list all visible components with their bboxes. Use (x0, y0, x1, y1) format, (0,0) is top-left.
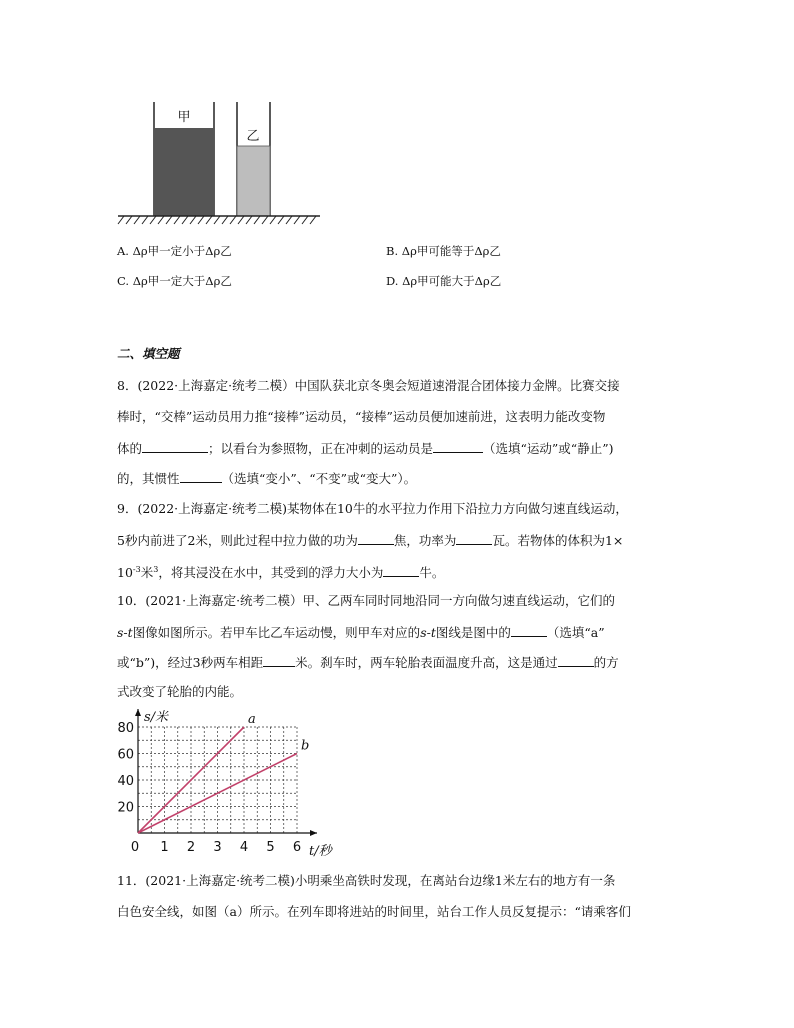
containers-figure (110, 95, 335, 230)
x-tick-label: 0 (130, 840, 140, 855)
label-jia: 甲 (177, 110, 191, 125)
x-axis-label: t/秒 (309, 844, 332, 859)
q8-line3c: （选填“运动”或“静止”) (483, 441, 614, 456)
q8-line4a: 的，其惯性 (117, 471, 180, 486)
option-b: B. Δρ甲可能等于Δρ乙 (386, 244, 501, 258)
x-tick-label: 2 (186, 840, 196, 855)
option-a: A. Δρ甲一定小于Δρ乙 (117, 244, 232, 258)
y-axis-label: s/米 (144, 710, 169, 725)
q10-blank-3[interactable] (558, 654, 594, 667)
q8-line4b: （选填“变小”、“不变”或“变大”）。 (221, 471, 417, 486)
q8-line2: 棒时，“交棒”运动员用力推“接棒”运动员，“接棒”运动员便加速前进，这表明力能改变物 (117, 409, 606, 424)
q9-line2 (117, 532, 623, 549)
series-line-a (138, 727, 244, 833)
label-yi: 乙 (246, 129, 260, 144)
q10-line2c: s-t (420, 625, 436, 640)
q9-line2b: 焦，功率为 (393, 533, 457, 548)
x-tick-label: 3 (213, 840, 222, 855)
x-tick-label: 6 (292, 840, 302, 855)
q10-line4: 式改变了轮胎的内能。 (117, 684, 243, 699)
x-axis-arrow (310, 830, 317, 836)
q9-line2c: 瓦。若物体的体积为1× (492, 533, 624, 548)
q10-line2 (117, 624, 605, 641)
q9-line3-exp: -3 (132, 565, 141, 574)
q10-line2b: 图像如图所示。若甲车比乙车运动慢，则甲车对应的 (132, 625, 421, 640)
st-chart (112, 700, 362, 865)
option-d: D. Δρ甲可能大于Δρ乙 (386, 274, 502, 288)
q9-line3c: ，将其浸没在水中，其受到的浮力大小为 (158, 565, 384, 581)
q8-line3 (117, 440, 613, 457)
q10-blank-2[interactable] (263, 654, 295, 667)
q8-line4 (117, 470, 416, 487)
q9-line3d: 牛。 (419, 565, 445, 581)
q9-line2a: 5秒内前进了2米，则此过程中拉力做的功为 (117, 533, 358, 548)
q8-blank-3[interactable] (180, 470, 222, 483)
option-c: C. Δρ甲一定大于Δρ乙 (117, 274, 232, 288)
q9-line3-exp2: 3 (153, 565, 159, 574)
q9-blank-3[interactable] (383, 564, 419, 577)
q10-line1: 10．(2021·上海嘉定·统考二模）甲、乙两车同时同地沿同一方向做匀速直线运动，它们的 (117, 593, 616, 608)
section-title: 二、填空题 (117, 346, 180, 361)
q10-line2a: s-t (117, 625, 133, 640)
y-axis-arrow (135, 709, 141, 716)
q10-line3 (117, 654, 619, 671)
y-tick-label: 40 (117, 774, 134, 789)
q11-line2: 白色安全线，如图（a）所示。在列车即将进站的时间里，站台工作人员反复提示：“请乘客们 (117, 904, 631, 919)
x-tick-label: 1 (160, 840, 169, 855)
q10-line3c: 的方 (593, 655, 619, 670)
x-tick-label: 4 (239, 840, 249, 855)
q10-blank-1[interactable] (511, 624, 547, 637)
q9-blank-2[interactable] (456, 532, 492, 545)
q9-line1: 9．(2022·上海嘉定·统考二模)某物体在10牛的水平拉力作用下沿拉力方向做匀速直线运动， (117, 501, 628, 516)
q8-blank-2[interactable] (433, 440, 483, 453)
q8-blank-1[interactable] (142, 440, 208, 453)
q9-line3b: 米 (140, 565, 154, 581)
q8-line3b: ；以看台为参照物，正在冲刺的运动员是 (208, 441, 434, 456)
liquid-jia (154, 128, 214, 216)
series-line-b (138, 754, 297, 834)
q9-line3a: 10 (117, 565, 133, 581)
q8-line1: 8．(2022·上海嘉定·统考二模）中国队获北京冬奥会短道速滑混合团体接力金牌。比赛交接 (117, 378, 620, 393)
x-tick-label: 5 (266, 840, 275, 855)
y-tick-label: 80 (117, 721, 134, 736)
y-tick-label: 60 (117, 747, 134, 763)
q10-line2e: （选填“a” (546, 625, 605, 640)
series-label-b: b (301, 738, 310, 754)
q10-line3b: 米。刹车时，两车轮胎表面温度升高，这是通过 (295, 655, 558, 670)
q10-line3a: 或“b”)，经过3秒两车相距 (117, 655, 264, 670)
q8-line3a: 体的 (117, 441, 143, 456)
q9-blank-1[interactable] (358, 532, 394, 545)
q9-line3 (117, 562, 444, 581)
series-label-a: a (248, 712, 256, 727)
q10-line2d: 图线是图中的 (435, 625, 511, 640)
liquid-yi (237, 146, 270, 216)
y-tick-label: 20 (117, 800, 134, 816)
q11-line1: 11．(2021·上海嘉定·统考二模)小明乘坐高铁时发现，在离站台边缘1米左右的地方有一条 (117, 873, 616, 888)
